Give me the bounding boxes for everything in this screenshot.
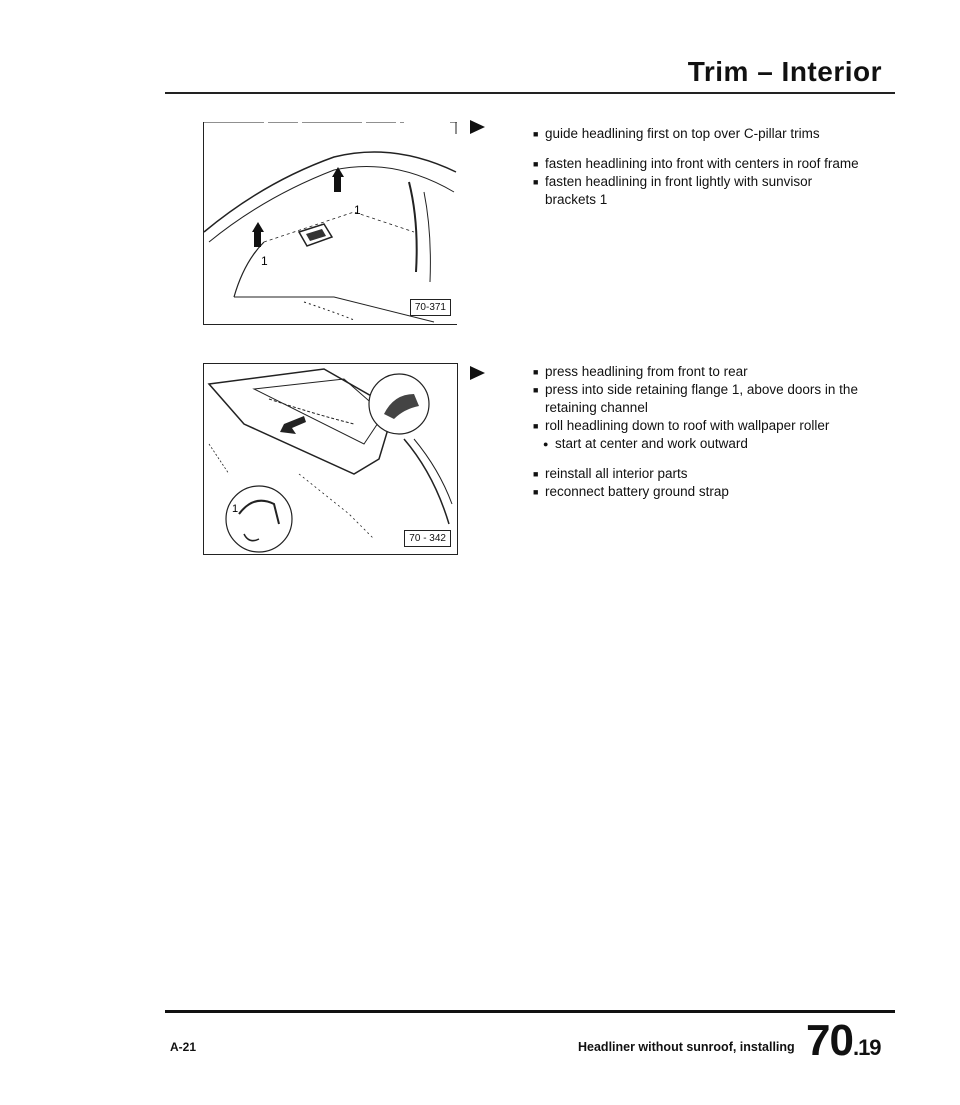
list-item: ■ press headlining from front to rear [533, 364, 748, 379]
page-reference: A-21 [170, 1040, 197, 1054]
bullet-icon: ■ [533, 385, 539, 395]
sub-list-item: ● start at center and work outward [543, 436, 748, 451]
bullet-icon: ■ [533, 421, 539, 431]
bullet-icon: ■ [533, 469, 539, 479]
steps-group-2 [533, 363, 863, 501]
list-item: ■ fasten headlining in front lightly with sunvisor brackets 1 [533, 174, 813, 207]
figure-headlining-top [203, 122, 457, 325]
figure-headlining-press [203, 363, 458, 555]
bullet-icon: ■ [533, 367, 539, 377]
step-arrow-icon [470, 120, 485, 134]
bullet-icon: ■ [533, 129, 539, 139]
svg-text:1: 1 [354, 203, 361, 217]
list-item: ■ press into side retaining flange 1, above doors in the retaining channel [533, 382, 858, 415]
figure-label: 70-371 [410, 299, 451, 316]
dot-bullet-icon: ● [543, 439, 549, 449]
bullet-icon: ■ [533, 159, 539, 169]
bullet-icon: ■ [533, 487, 539, 497]
steps-group-1 [533, 125, 863, 209]
list-item: ■ reinstall all interior parts [533, 466, 688, 481]
page-number: 70.19 [806, 1016, 881, 1065]
step-arrow-icon [470, 366, 485, 380]
list-item: ■ fasten headlining into front with centers in roof frame [533, 156, 859, 171]
bullet-icon: ■ [533, 177, 539, 187]
headlining-press-illustration [204, 364, 457, 554]
figure-label: 70 - 342 [404, 530, 451, 547]
list-item: ■ guide headlining first on top over C-pillar trims [533, 126, 820, 141]
headlining-illustration [204, 122, 457, 324]
svg-text:1: 1 [261, 254, 268, 268]
list-item: ■ roll headlining down to roof with wallpaper roller [533, 418, 830, 433]
svg-text:1: 1 [232, 503, 239, 515]
section-title: Headliner without sunroof, installing [578, 1040, 795, 1054]
list-item: ■ reconnect battery ground strap [533, 484, 729, 499]
footer-rule [165, 1010, 895, 1013]
page-title: Trim – Interior [687, 56, 882, 87]
header-rule [165, 92, 895, 94]
